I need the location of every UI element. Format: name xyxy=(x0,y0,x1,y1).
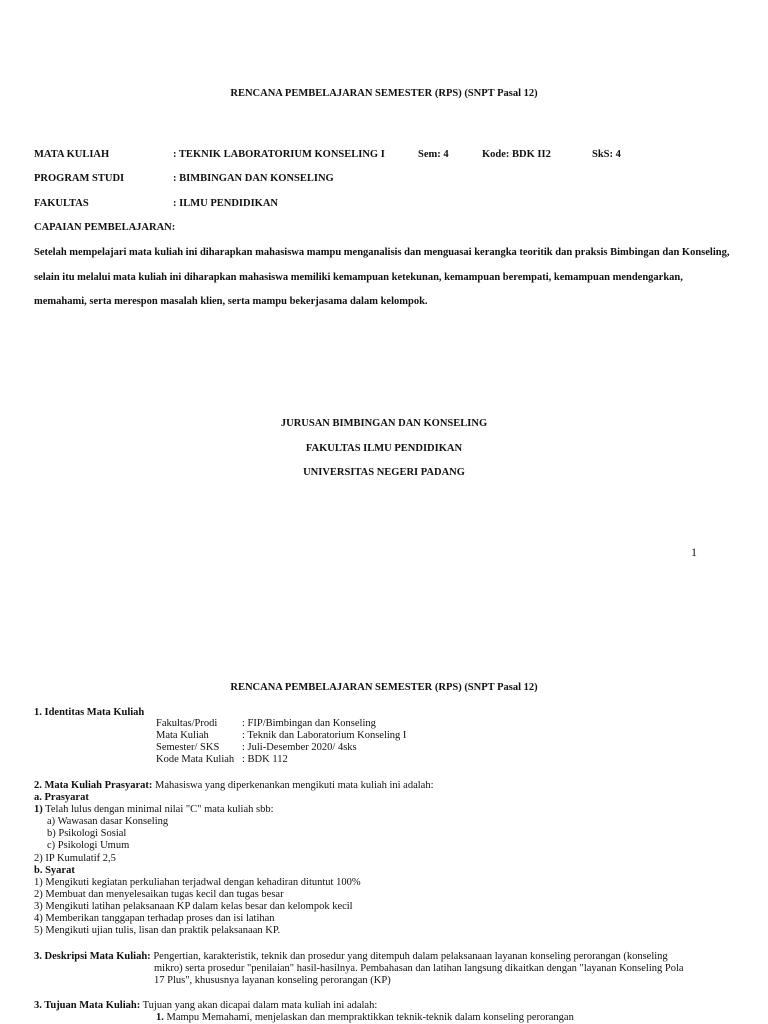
tujuan-line xyxy=(34,1000,377,1011)
prasyarat-course: b) Psikologi Sosial xyxy=(47,828,127,840)
prasyarat-item-1-number: 1) xyxy=(34,804,43,816)
identitas-heading: 1. Identitas Mata Kuliah xyxy=(34,707,145,718)
syarat-item: 2) Membuat dan menyelesaikan tugas kecil dan tugas besar xyxy=(34,888,284,900)
tujuan-item xyxy=(156,1012,574,1023)
tujuan-text: Tujuan yang akan dicapai dalam mata kuliah ini adalah: xyxy=(140,1000,378,1011)
universitas-line: UNIVERSITAS NEGERI PADANG xyxy=(303,467,465,478)
section-2-text: Mahasiswa yang diperkenankan mengikuti mata kuliah ini adalah: xyxy=(152,780,434,791)
fakultas-line: FAKULTAS ILMU PENDIDIKAN xyxy=(305,443,463,454)
tujuan-heading: 3. Tujuan Mata Kuliah: xyxy=(34,1000,141,1011)
identitas-row xyxy=(156,754,406,766)
prasyarat-item-1 xyxy=(34,804,434,816)
identitas-row xyxy=(156,730,406,742)
deskripsi-line-1 xyxy=(34,951,684,963)
program-studi-label: PROGRAM STUDI xyxy=(34,173,125,184)
fakultas-value: : ILMU PENDIDIKAN xyxy=(173,198,278,209)
identitas-key: Fakultas/Prodi xyxy=(156,718,218,729)
deskripsi-heading: 3. Deskripsi Mata Kuliah: xyxy=(34,951,151,962)
identitas-key: Mata Kuliah xyxy=(156,730,209,742)
sks-value: SkS: 4 xyxy=(592,149,621,160)
identitas-value: : Juli-Desember 2020/ 4sks xyxy=(242,742,357,754)
deskripsi-section xyxy=(34,951,684,987)
syarat-item: 1) Mengikuti kegiatan perkuliahan terjadwal dengan kehadiran dituntut 100% xyxy=(34,876,361,888)
page1-title: RENCANA PEMBELAJARAN SEMESTER (RPS) (SNPT Pasal 12) xyxy=(230,88,538,99)
identitas-value: : BDK 112 xyxy=(242,754,288,766)
page2-title: RENCANA PEMBELAJARAN SEMESTER (RPS) (SNPT Pasal 12) xyxy=(230,682,538,693)
prasyarat-section xyxy=(34,780,434,937)
tujuan-item-number: 1. xyxy=(156,1012,164,1023)
capaian-heading: CAPAIAN PEMBELAJARAN: xyxy=(34,222,176,233)
jurusan-line: JURUSAN BIMBINGAN DAN KONSELING xyxy=(280,418,488,429)
syarat-item: 3) Mengikuti latihan pelaksanaan KP dalam kelas besar dan kelompok kecil xyxy=(34,900,353,912)
page-number: 1 xyxy=(691,545,697,559)
identitas-value: : FIP/Bimbingan dan Konseling xyxy=(242,718,376,729)
program-studi-value: : BIMBINGAN DAN KONSELING xyxy=(173,173,334,184)
identitas-key: Kode Mata Kuliah xyxy=(156,754,235,766)
prasyarat-heading: a. Prasyarat xyxy=(34,792,89,804)
identitas-table xyxy=(156,718,406,766)
capaian-paragraph: Setelah mempelajari mata kuliah ini diharapkan mahasiswa mampu menganalisis dan menguasai kerangka teoritik dan praksis Bimbingan dan Konseling, selain itu melalui mata kuliah ini diharapkan mahasiswa memiliki kemampuan ketekunan, kemampuan berempati, kemampuan mendengarkan, memahami, serta merespon masalah klien, serta mampu bekerjasama dalam kelompok. xyxy=(34,247,730,307)
identitas-row xyxy=(156,718,406,730)
prasyarat-item-2: 2) IP Kumulatif 2,5 xyxy=(34,852,116,864)
prasyarat-course: c) Psikologi Umum xyxy=(47,840,130,852)
deskripsi-line-2: mikro) serta prosedur "penilaian" hasil-hasilnya. Pembahasan dan latihan langsung dikaitkan dengan "layanan Konseling Pola xyxy=(154,963,684,975)
identitas-key: Semester/ SKS xyxy=(156,742,220,754)
section-2-line xyxy=(34,780,434,792)
deskripsi-text-1: Pengertian, karakteristik, teknik dan prosedur yang ditempuh dalam pelaksanaan layanan konseling perorangan (konseling xyxy=(150,951,668,962)
prasyarat-item-1-text: Telah lulus dengan minimal nilai "C" mata kuliah sbb: xyxy=(42,804,274,816)
semester-value: Sem: 4 xyxy=(418,149,449,160)
mata-kuliah-value: : TEKNIK LABORATORIUM KONSELING I xyxy=(173,149,385,160)
syarat-heading: b. Syarat xyxy=(34,864,75,876)
deskripsi-line-3: 17 Plus", khususnya layanan konseling perorangan (KP) xyxy=(154,975,391,987)
kode-value: Kode: BDK II2 xyxy=(482,149,551,160)
section-2-heading: 2. Mata Kuliah Prasyarat: xyxy=(34,780,153,791)
mata-kuliah-label: MATA KULIAH xyxy=(34,149,110,160)
identitas-value: : Teknik dan Laboratorium Konseling I xyxy=(242,730,407,742)
tujuan-item-text: Mampu Memahami, menjelaskan dan mempraktikkan teknik-teknik dalam konseling perorangan xyxy=(163,1012,574,1023)
syarat-item: 4) Memberikan tanggapan terhadap proses dan isi latihan xyxy=(34,913,275,925)
identitas-row xyxy=(156,742,406,754)
syarat-item: 5) Mengikuti ujian tulis, lisan dan praktik pelaksanaan KP. xyxy=(34,925,281,937)
prasyarat-course: a) Wawasan dasar Konseling xyxy=(47,816,169,828)
fakultas-label: FAKULTAS xyxy=(34,198,89,209)
